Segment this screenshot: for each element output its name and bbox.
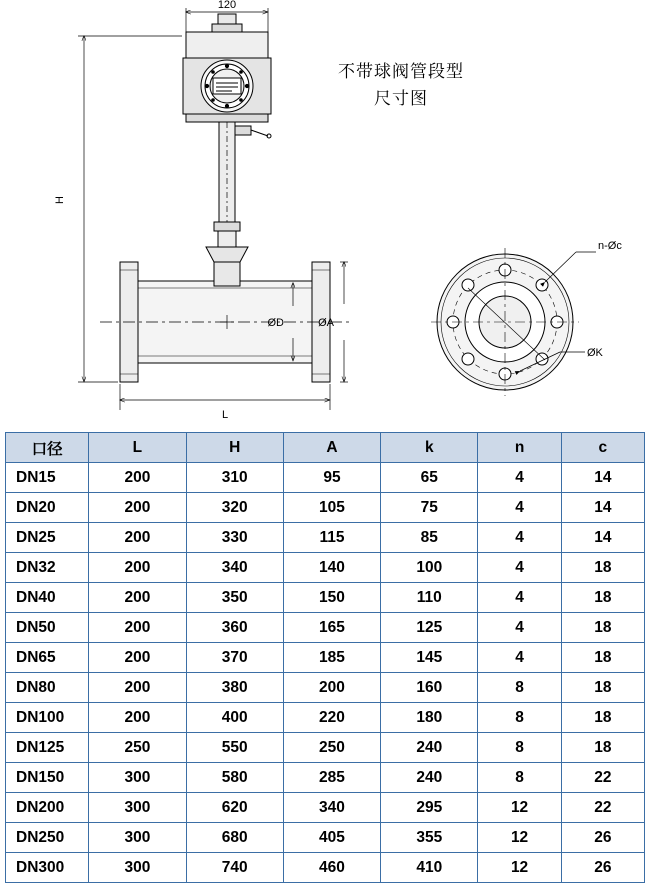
table-cell-h: 370: [186, 643, 283, 673]
table-cell-h: 350: [186, 583, 283, 613]
table-row: [6, 463, 645, 493]
table-cell-c: 18: [561, 553, 644, 583]
table-cell-l: 200: [89, 703, 186, 733]
table-cell-n: 8: [478, 763, 561, 793]
table-cell-dn: DN250: [6, 823, 89, 853]
table-cell-dn: DN25: [6, 523, 89, 553]
table-cell-k: 295: [381, 793, 478, 823]
table-cell-n: 4: [478, 613, 561, 643]
table-cell-dn: DN100: [6, 703, 89, 733]
table-row: [6, 793, 645, 823]
table-cell-l: 200: [89, 673, 186, 703]
table-cell-k: 75: [381, 493, 478, 523]
table-cell-h: 360: [186, 613, 283, 643]
table-cell-n: 8: [478, 703, 561, 733]
table-cell-c: 18: [561, 673, 644, 703]
table-row: [6, 763, 645, 793]
table-cell-h: 380: [186, 673, 283, 703]
table-row: [6, 643, 645, 673]
table-cell-h: 680: [186, 823, 283, 853]
table-cell-k: 240: [381, 733, 478, 763]
label-inner-diameter: ØD: [267, 317, 284, 329]
table-cell-dn: DN80: [6, 673, 89, 703]
table-cell-a: 165: [283, 613, 380, 643]
table-cell-h: 740: [186, 853, 283, 883]
table-cell-k: 65: [381, 463, 478, 493]
table-cell-n: 12: [478, 793, 561, 823]
label-flange-diameter: ØA: [318, 317, 334, 329]
table-cell-c: 22: [561, 763, 644, 793]
drawing-caption: [296, 58, 506, 112]
table-cell-dn: DN65: [6, 643, 89, 673]
label-holes: n-Øc: [598, 240, 622, 252]
table-cell-c: 22: [561, 793, 644, 823]
table-cell-a: 200: [283, 673, 380, 703]
table-row: [6, 673, 645, 703]
table-cell-dn: DN50: [6, 613, 89, 643]
label-length: L: [221, 409, 229, 421]
table-cell-c: 14: [561, 463, 644, 493]
table-header-cell: L: [89, 433, 186, 463]
label-bolt-circle: ØK: [587, 347, 603, 359]
table-cell-l: 200: [89, 613, 186, 643]
table-body: [6, 463, 645, 883]
table-cell-k: 110: [381, 583, 478, 613]
table-cell-k: 85: [381, 523, 478, 553]
table-row: [6, 823, 645, 853]
table-cell-n: 8: [478, 673, 561, 703]
table-row: [6, 613, 645, 643]
table-cell-c: 26: [561, 853, 644, 883]
table-cell-n: 4: [478, 583, 561, 613]
table-cell-k: 240: [381, 763, 478, 793]
table-cell-k: 180: [381, 703, 478, 733]
table-header-cell: 口径: [6, 433, 89, 463]
table-cell-n: 8: [478, 733, 561, 763]
table-cell-dn: DN150: [6, 763, 89, 793]
table-cell-k: 160: [381, 673, 478, 703]
table-cell-h: 330: [186, 523, 283, 553]
table-cell-dn: DN40: [6, 583, 89, 613]
dimension-table: [5, 432, 645, 883]
table-cell-k: 355: [381, 823, 478, 853]
table-cell-l: 300: [89, 763, 186, 793]
table-cell-l: 200: [89, 493, 186, 523]
table-cell-n: 4: [478, 553, 561, 583]
table-cell-dn: DN200: [6, 793, 89, 823]
table-cell-l: 250: [89, 733, 186, 763]
meter-stem: [206, 122, 271, 262]
table-cell-c: 14: [561, 523, 644, 553]
table-cell-a: 140: [283, 553, 380, 583]
table-cell-h: 620: [186, 793, 283, 823]
table-cell-n: 4: [478, 493, 561, 523]
table-cell-dn: DN125: [6, 733, 89, 763]
table-cell-a: 250: [283, 733, 380, 763]
table-cell-l: 200: [89, 523, 186, 553]
table-cell-l: 200: [89, 643, 186, 673]
table-cell-a: 115: [283, 523, 380, 553]
table-cell-h: 310: [186, 463, 283, 493]
table-cell-k: 145: [381, 643, 478, 673]
table-row: [6, 703, 645, 733]
caption-line-2: 尺寸图: [374, 89, 428, 108]
table-cell-a: 405: [283, 823, 380, 853]
pipe-spool: [100, 262, 350, 382]
table-cell-dn: DN15: [6, 463, 89, 493]
table-cell-n: 4: [478, 643, 561, 673]
table-header-cell: c: [561, 433, 644, 463]
table-header-row: [6, 433, 645, 463]
table-cell-c: 18: [561, 583, 644, 613]
table-cell-n: 12: [478, 853, 561, 883]
label-top-width: 120: [217, 0, 237, 11]
table-cell-a: 285: [283, 763, 380, 793]
table-cell-h: 400: [186, 703, 283, 733]
table-cell-a: 185: [283, 643, 380, 673]
table-cell-a: 220: [283, 703, 380, 733]
table-cell-l: 200: [89, 463, 186, 493]
table-cell-h: 580: [186, 763, 283, 793]
table-cell-a: 340: [283, 793, 380, 823]
caption-line-1: 不带球阀管段型: [338, 62, 464, 81]
table-cell-h: 550: [186, 733, 283, 763]
table-cell-l: 300: [89, 823, 186, 853]
flange-face-view: [431, 248, 596, 396]
table-cell-c: 14: [561, 493, 644, 523]
table-cell-a: 105: [283, 493, 380, 523]
table-cell-dn: DN32: [6, 553, 89, 583]
table-cell-h: 340: [186, 553, 283, 583]
table-cell-c: 18: [561, 613, 644, 643]
table-header-cell: k: [381, 433, 478, 463]
table-cell-a: 95: [283, 463, 380, 493]
table-cell-a: 150: [283, 583, 380, 613]
table-cell-dn: DN300: [6, 853, 89, 883]
table-cell-h: 320: [186, 493, 283, 523]
table-cell-l: 300: [89, 793, 186, 823]
table-row: [6, 733, 645, 763]
table-cell-k: 125: [381, 613, 478, 643]
table-row: [6, 523, 645, 553]
table-cell-c: 18: [561, 733, 644, 763]
table-cell-l: 200: [89, 583, 186, 613]
label-height: H: [54, 196, 66, 204]
table-row: [6, 493, 645, 523]
table-cell-n: 4: [478, 523, 561, 553]
dimension-length: [120, 384, 330, 410]
table-cell-l: 300: [89, 853, 186, 883]
technical-drawing: [0, 0, 650, 424]
table-cell-k: 100: [381, 553, 478, 583]
table-cell-c: 26: [561, 823, 644, 853]
table-head: [6, 433, 645, 463]
table-row: [6, 583, 645, 613]
table-cell-c: 18: [561, 643, 644, 673]
table-cell-dn: DN20: [6, 493, 89, 523]
table-cell-a: 460: [283, 853, 380, 883]
table-cell-c: 18: [561, 703, 644, 733]
transmitter-housing: [183, 14, 271, 122]
table-cell-n: 4: [478, 463, 561, 493]
table-header-cell: n: [478, 433, 561, 463]
table-row: [6, 853, 645, 883]
table-header-cell: H: [186, 433, 283, 463]
table-header-cell: A: [283, 433, 380, 463]
table-cell-n: 12: [478, 823, 561, 853]
table-cell-l: 200: [89, 553, 186, 583]
table-row: [6, 553, 645, 583]
table-cell-k: 410: [381, 853, 478, 883]
